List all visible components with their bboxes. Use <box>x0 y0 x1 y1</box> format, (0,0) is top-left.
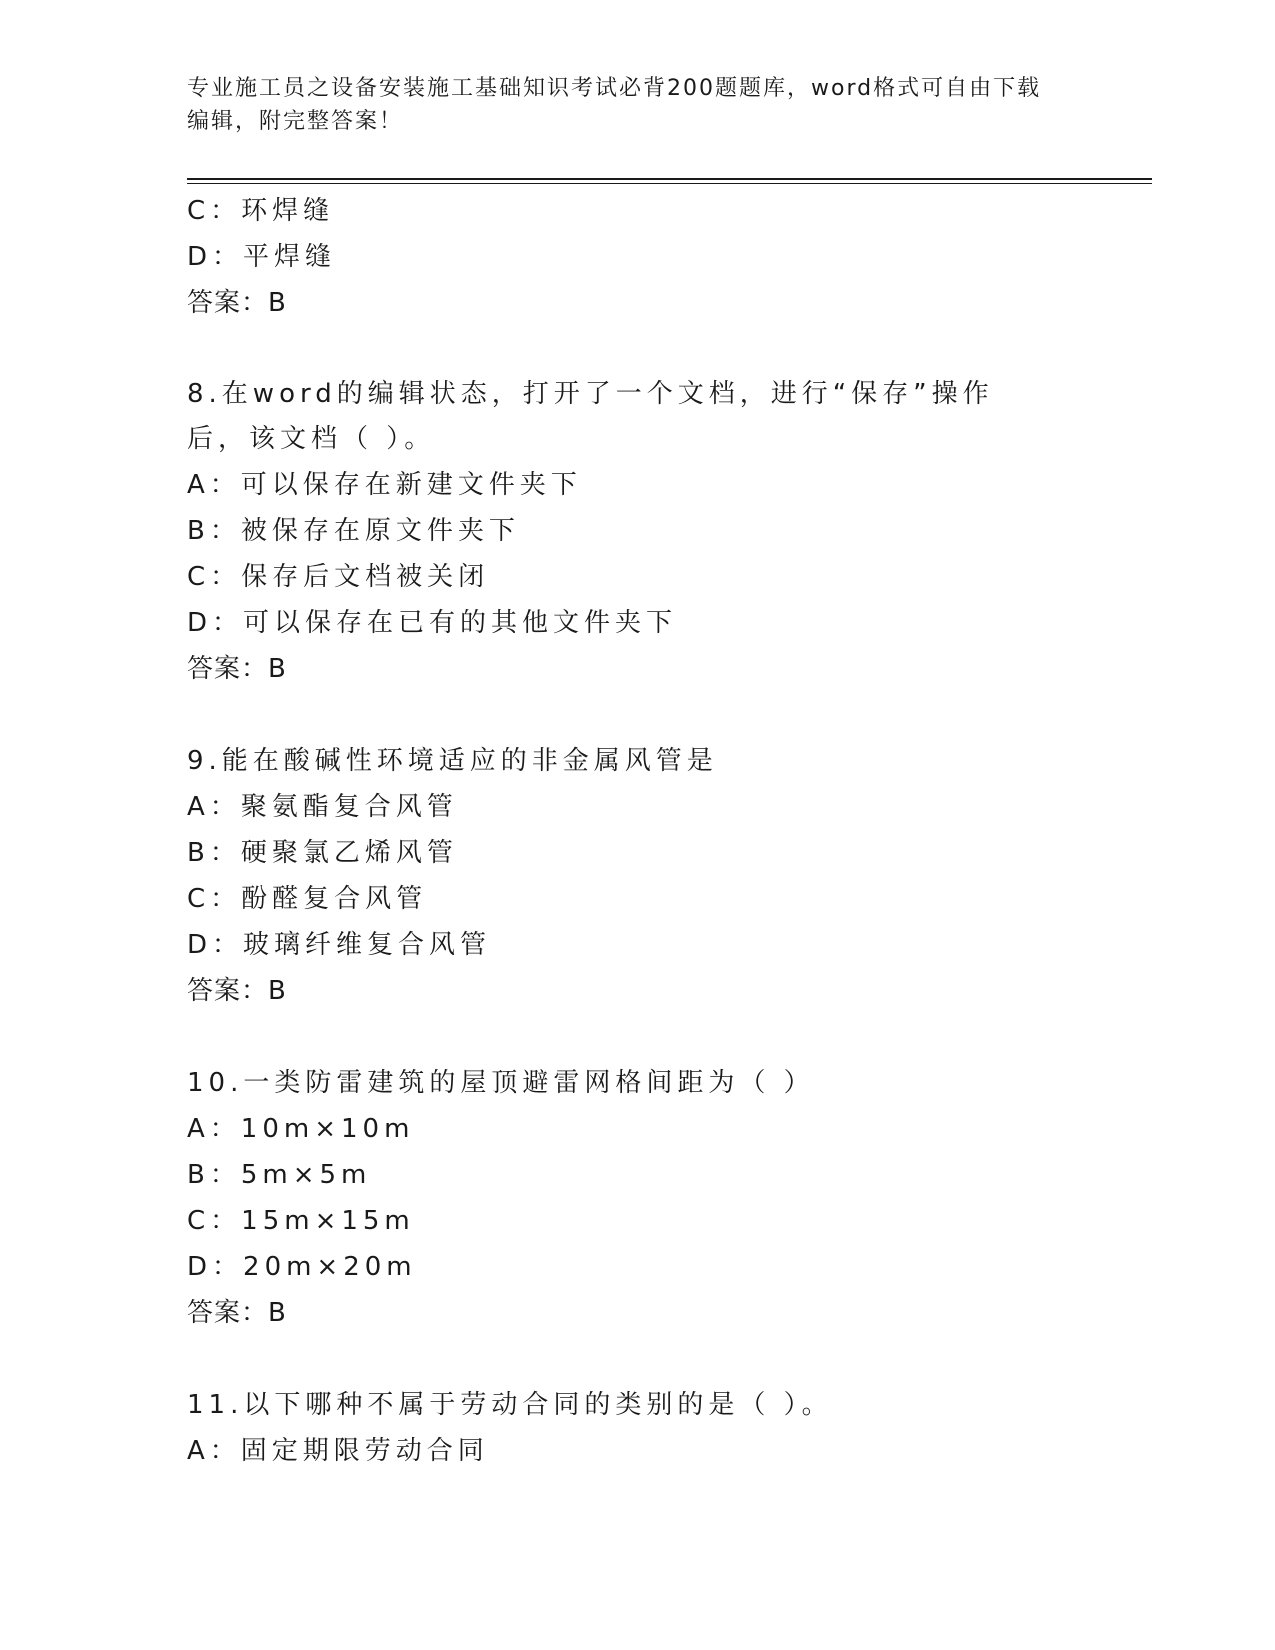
document-body <box>187 188 1137 1474</box>
question-text: 8.在word的编辑状态，打开了一个文档，进行“保存”操作后，该文档（ ）。 <box>187 379 994 454</box>
document-header <box>187 72 1087 138</box>
header-line-1: 专业施工员之设备安装施工基础知识考试必背200题题库，word格式可自由下载 <box>187 76 1042 101</box>
option-b: B：被保存在原文件夹下 <box>187 516 520 546</box>
spacer <box>187 1336 1137 1382</box>
question-8 <box>187 372 1137 692</box>
header-rule-thin <box>187 183 1152 184</box>
question-text: 11.以下哪种不属于劳动合同的类别的是（ ）。 <box>187 1390 833 1420</box>
spacer <box>187 1014 1137 1060</box>
option-a: A：聚氨酯复合风管 <box>187 792 458 822</box>
header-rule-thick <box>187 178 1152 180</box>
answer-line: 答案：B <box>187 288 287 318</box>
option-d: D：平焊缝 <box>187 242 337 272</box>
option-a: A：10m×10m <box>187 1114 415 1144</box>
answer-line: 答案：B <box>187 976 287 1006</box>
option-c: C：保存后文档被关闭 <box>187 562 490 592</box>
option-c: C：酚醛复合风管 <box>187 884 428 914</box>
option-c: C：环焊缝 <box>187 196 335 226</box>
spacer <box>187 692 1137 738</box>
option-a: A：可以保存在新建文件夹下 <box>187 470 582 500</box>
answer-line: 答案：B <box>187 654 287 684</box>
option-d: D：玻璃纤维复合风管 <box>187 930 492 960</box>
question-text: 9.能在酸碱性环境适应的非金属风管是 <box>187 746 718 776</box>
option-d: D：20m×20m <box>187 1252 417 1282</box>
option-d: D：可以保存在已有的其他文件夹下 <box>187 608 678 638</box>
question-text: 10.一类防雷建筑的屋顶避雷网格间距为（ ） <box>187 1068 815 1098</box>
spacer <box>187 326 1137 372</box>
question-7-fragment <box>187 188 1137 326</box>
question-10 <box>187 1060 1137 1336</box>
option-b: B：硬聚氯乙烯风管 <box>187 838 458 868</box>
header-line-2: 编辑，附完整答案！ <box>187 109 404 134</box>
question-9 <box>187 738 1137 1014</box>
answer-line: 答案：B <box>187 1298 287 1328</box>
option-a: A：固定期限劳动合同 <box>187 1436 489 1466</box>
option-c: C：15m×15m <box>187 1206 415 1236</box>
question-11 <box>187 1382 1137 1474</box>
option-b: B：5m×5m <box>187 1160 372 1190</box>
